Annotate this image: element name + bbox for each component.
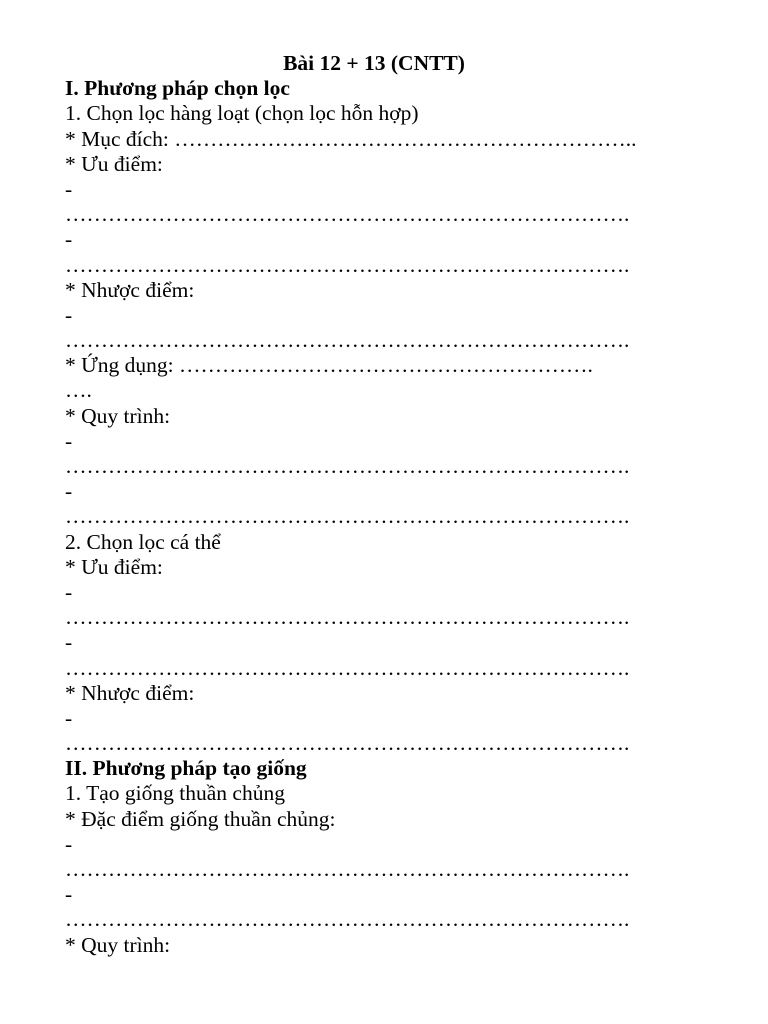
answer-blank-line: …. — [65, 378, 92, 403]
bullet-dash: - — [65, 831, 73, 856]
bullet-dash: - — [65, 630, 73, 655]
answer-blank-line: ……………………………………………………………………. — [65, 202, 630, 227]
subsection-heading: 1. Chọn lọc hàng loạt (chọn lọc hỗn hợp) — [65, 101, 419, 126]
subsection-heading: 1. Tạo giống thuần chủng — [65, 781, 285, 806]
field-label: * Nhược điểm: — [65, 680, 195, 705]
field-label: * Ứng dụng: …………………………………………………. — [65, 353, 593, 378]
answer-blank-line: ……………………………………………………………………. — [65, 605, 630, 630]
bullet-dash: - — [65, 579, 73, 604]
field-label: * Ưu điểm: — [65, 151, 163, 176]
field-label: * Đặc điểm giống thuần chủng: — [65, 806, 336, 831]
answer-blank-line: ……………………………………………………………………. — [65, 857, 630, 881]
bullet-dash: - — [65, 428, 73, 453]
document-title: Bài 12 + 13 (CNTT) — [283, 51, 465, 75]
section-heading: I. Phương pháp chọn lọc — [65, 76, 290, 101]
subsection-heading: 2. Chọn lọc cá thể — [65, 529, 221, 554]
field-label: * Nhược điểm: — [65, 277, 195, 302]
field-label: * Ưu điểm: — [65, 554, 163, 579]
bullet-dash: - — [65, 479, 73, 504]
bullet-dash: - — [65, 302, 73, 327]
answer-blank-line: ……………………………………………………………………. — [65, 328, 630, 353]
bullet-dash: - — [65, 176, 73, 201]
answer-blank-line: ……………………………………………………………………. — [65, 907, 630, 932]
bullet-dash: - — [65, 227, 73, 252]
document-body — [65, 76, 705, 958]
field-label: * Quy trình: — [65, 932, 171, 957]
answer-blank-line: ……………………………………………………………………. — [65, 655, 630, 680]
document-page — [65, 51, 705, 958]
answer-blank-line: ……………………………………………………………………. — [65, 454, 630, 478]
bullet-dash: - — [65, 882, 73, 907]
field-label: * Mục đích: ……………………………………………………….. — [65, 126, 637, 151]
field-label: * Quy trình: — [65, 403, 171, 428]
section-heading: II. Phương pháp tạo giống — [65, 756, 307, 781]
bullet-dash: - — [65, 705, 73, 730]
answer-blank-line: ……………………………………………………………………. — [65, 504, 630, 529]
answer-blank-line: ……………………………………………………………………. — [65, 252, 630, 277]
answer-blank-line: ……………………………………………………………………. — [65, 731, 630, 756]
